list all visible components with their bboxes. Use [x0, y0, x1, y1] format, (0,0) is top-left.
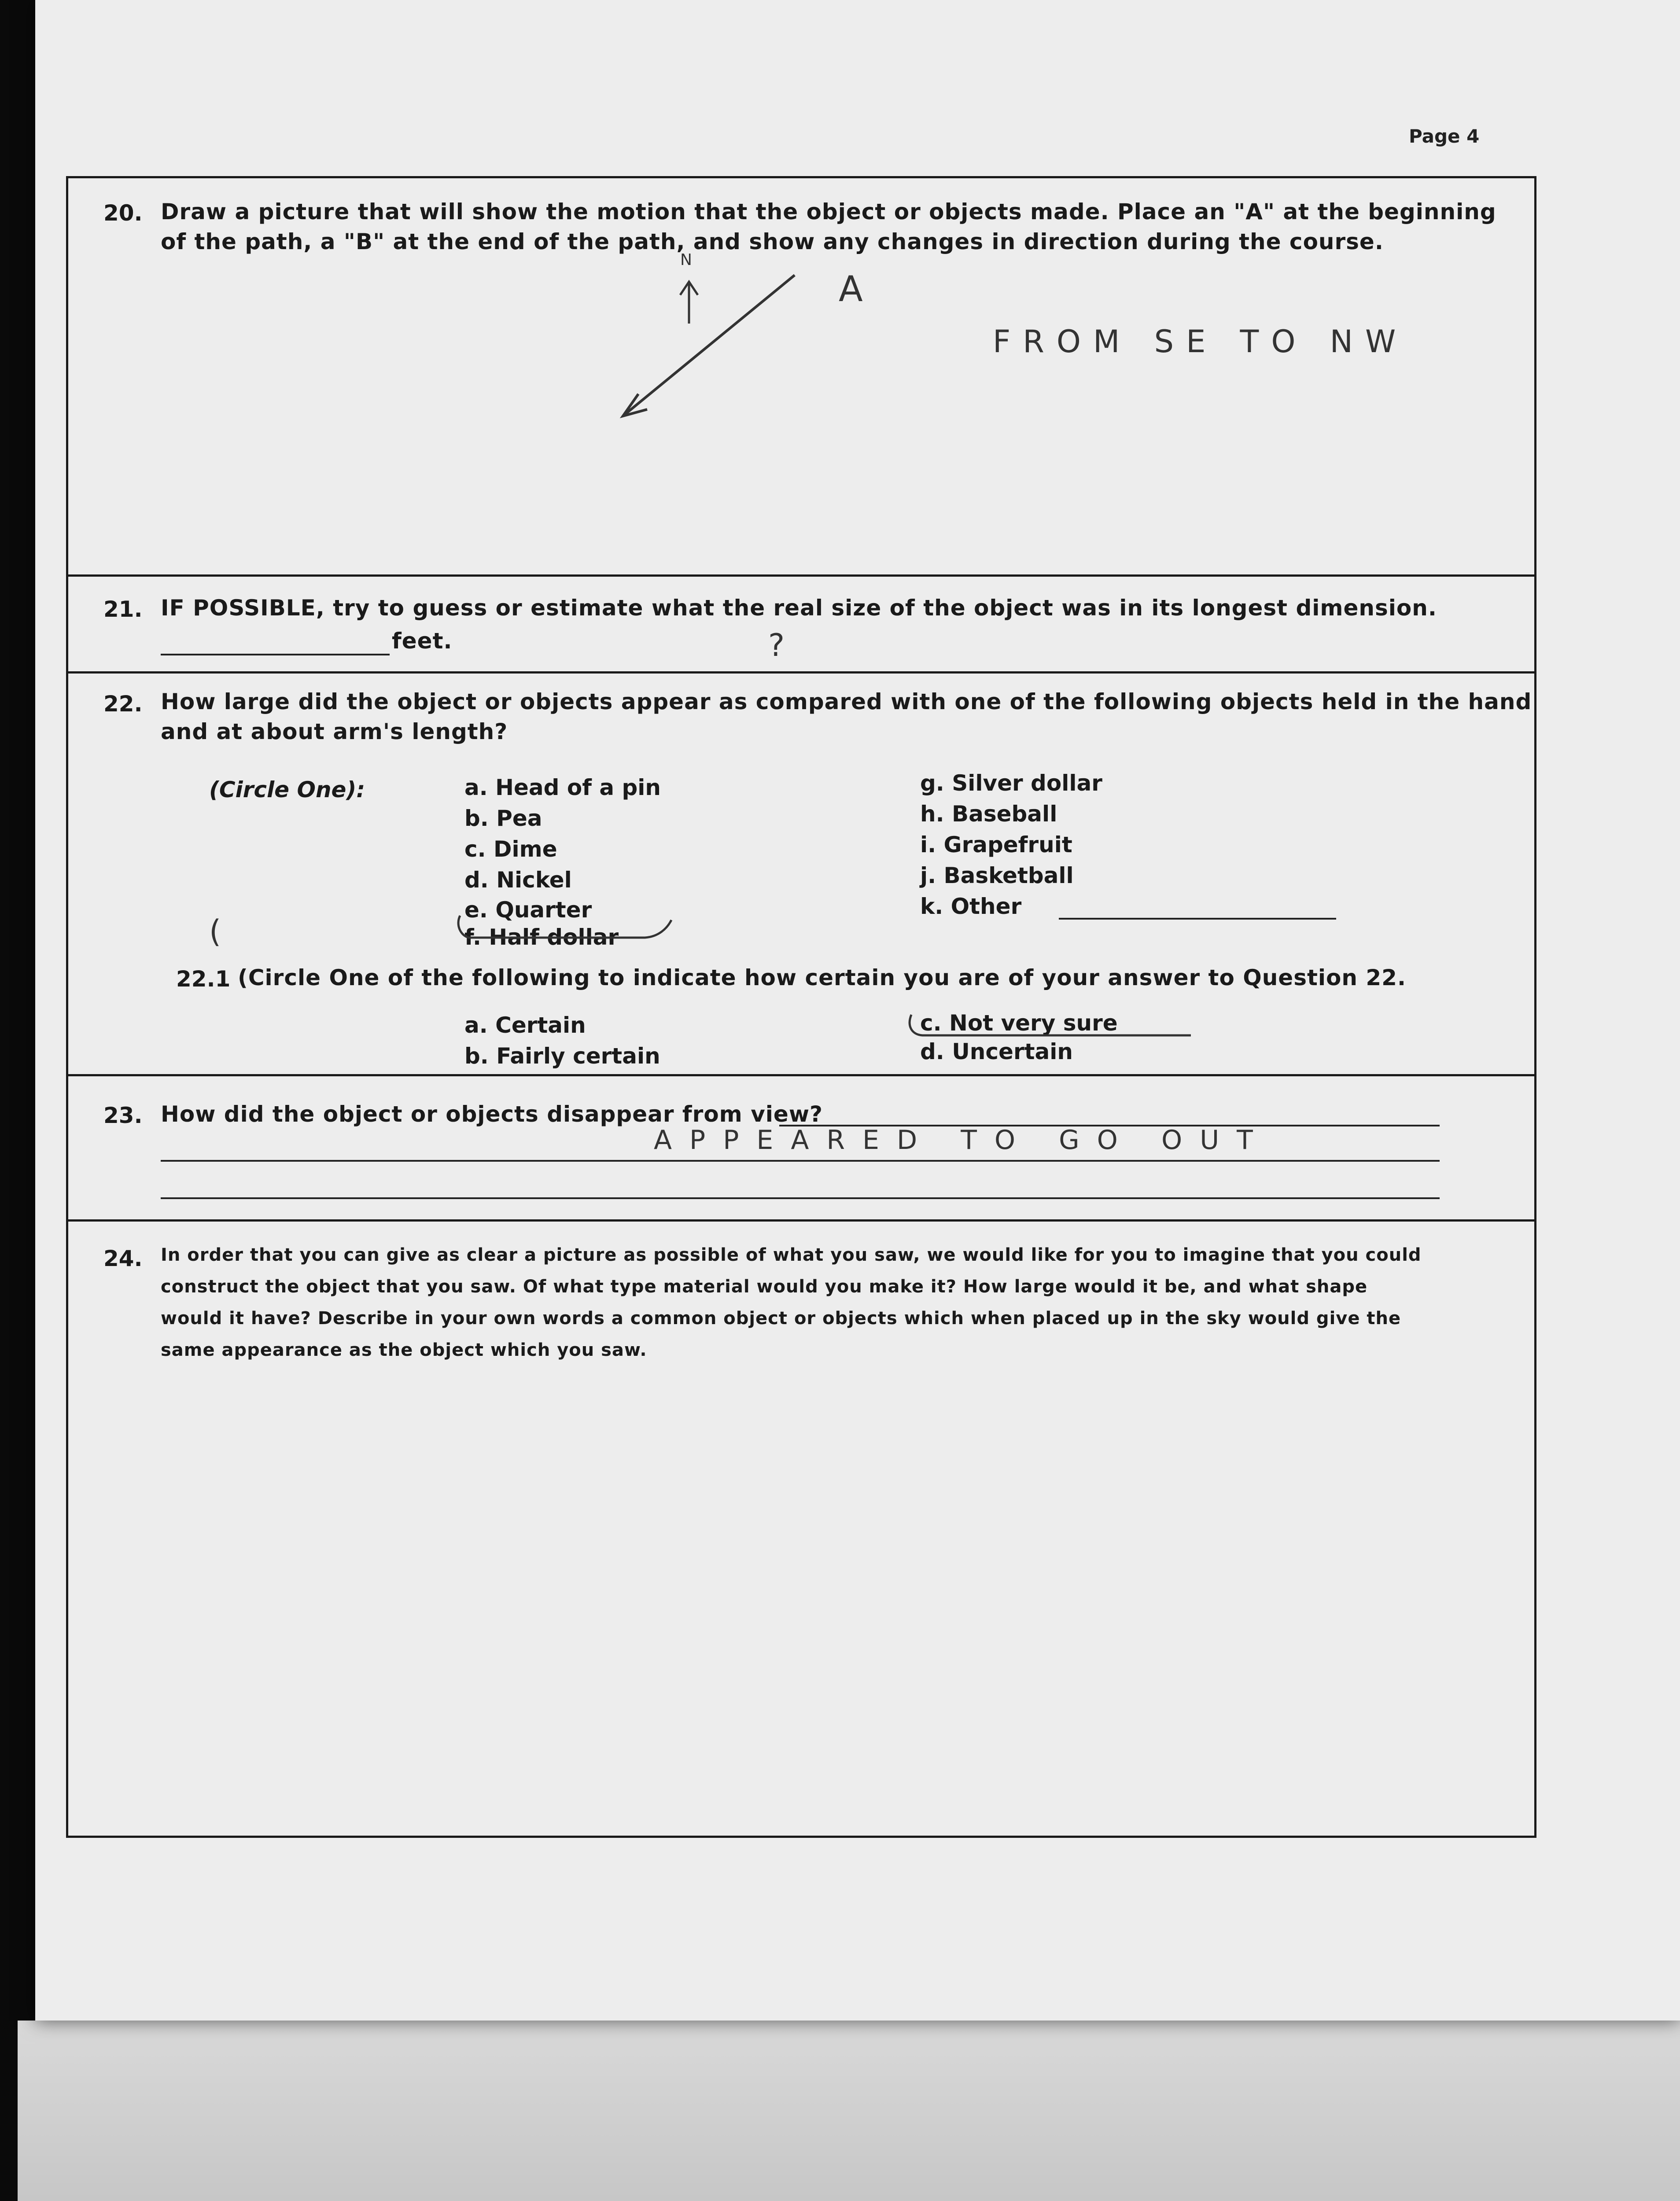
- question-20-line2: of the path, a "B" at the end of the path, and show any changes in direction during the course.: [161, 229, 1384, 254]
- questionnaire-form: [66, 176, 1536, 1838]
- question-21-answer-line: [161, 654, 390, 655]
- question-20-number: 20.: [103, 200, 143, 226]
- other-answer-line: [1059, 918, 1336, 920]
- question-24-line-2: construct the object that you saw. Of what type material would you make it? How large would it be, and what shape: [161, 1277, 1368, 1297]
- option-h-baseball[interactable]: h. Baseball: [920, 801, 1057, 827]
- question-23-section: [68, 1076, 1534, 1222]
- film-background: [18, 2021, 1680, 2201]
- question-21-number: 21.: [103, 596, 143, 622]
- question-22-line2: and at about arm's length?: [161, 719, 508, 744]
- circle-one-label: (Circle One):: [209, 777, 365, 802]
- form-page: [35, 0, 1680, 2021]
- option-k-other[interactable]: k. Other: [920, 894, 1022, 919]
- margin-mark: (: [209, 913, 221, 950]
- question-24-line-4: same appearance as the object which you saw.: [161, 1340, 647, 1360]
- question-20-handwritten-answer: FROM SE TO NW: [993, 324, 1408, 360]
- question-23-text: How did the object or objects disappear from view?: [161, 1101, 823, 1127]
- question-21-text: IF POSSIBLE, try to guess or estimate what the real size of the object was in its longest dimension.: [161, 595, 1437, 621]
- option-c-dime[interactable]: c. Dime: [464, 836, 557, 862]
- question-23-number: 23.: [103, 1103, 143, 1128]
- question-21-unit: feet.: [392, 628, 453, 654]
- page-number: Page 4: [1409, 125, 1480, 147]
- option-a-head-of-pin[interactable]: a. Head of a pin: [464, 775, 661, 800]
- question-22-1-text: (Circle One of the following to indicate how certain you are of your answer to Question 22.: [238, 965, 1406, 990]
- question-24-line-1: In order that you can give as clear a picture as possible of what you saw, we would like for you to imagine that you could: [161, 1245, 1422, 1265]
- option-i-grapefruit[interactable]: i. Grapefruit: [920, 832, 1072, 858]
- question-23-handwritten-answer: APPEARED TO GO OUT: [654, 1125, 1271, 1156]
- option-e-quarter[interactable]: e. Quarter: [464, 897, 592, 923]
- question-24-line-3: would it have? Describe in your own words a common object or objects which when placed up in the sky would give the: [161, 1308, 1401, 1329]
- question-22-number: 22.: [103, 691, 143, 717]
- certainty-option-a[interactable]: a. Certain: [464, 1012, 586, 1038]
- option-g-silver-dollar[interactable]: g. Silver dollar: [920, 770, 1102, 796]
- question-20-section: [68, 178, 1534, 577]
- question-21-handwritten-answer: ?: [768, 627, 785, 663]
- question-22-section: [68, 674, 1534, 1076]
- sketch-north-mark: N: [680, 251, 692, 269]
- certainty-option-c[interactable]: c. Not very sure: [920, 1010, 1118, 1036]
- question-23-line-3: [161, 1197, 1440, 1199]
- question-21-section: [68, 577, 1534, 674]
- question-22-1-number: 22.1: [176, 966, 231, 992]
- option-d-nickel[interactable]: d. Nickel: [464, 867, 572, 893]
- question-24-section: [68, 1222, 1534, 1833]
- certainty-option-b[interactable]: b. Fairly certain: [464, 1043, 660, 1069]
- not-very-sure-circle-mark: [905, 1008, 1213, 1052]
- option-b-pea[interactable]: b. Pea: [464, 806, 542, 831]
- question-23-line-2: [161, 1160, 1440, 1162]
- question-20-line1: Draw a picture that will show the motion that the object or objects made. Place an "A" at the beginning: [161, 199, 1496, 225]
- question-24-number: 24.: [103, 1246, 143, 1271]
- sketch-letter-a: A: [839, 269, 863, 309]
- question-22-line1: How large did the object or objects appear as compared with one of the following objects held in the hand: [161, 689, 1532, 714]
- option-j-basketball[interactable]: j. Basketball: [920, 863, 1074, 888]
- quarter-circle-mark: [451, 911, 698, 946]
- option-f-half-dollar[interactable]: f. Half dollar: [464, 924, 619, 950]
- certainty-option-d[interactable]: d. Uncertain: [920, 1039, 1073, 1064]
